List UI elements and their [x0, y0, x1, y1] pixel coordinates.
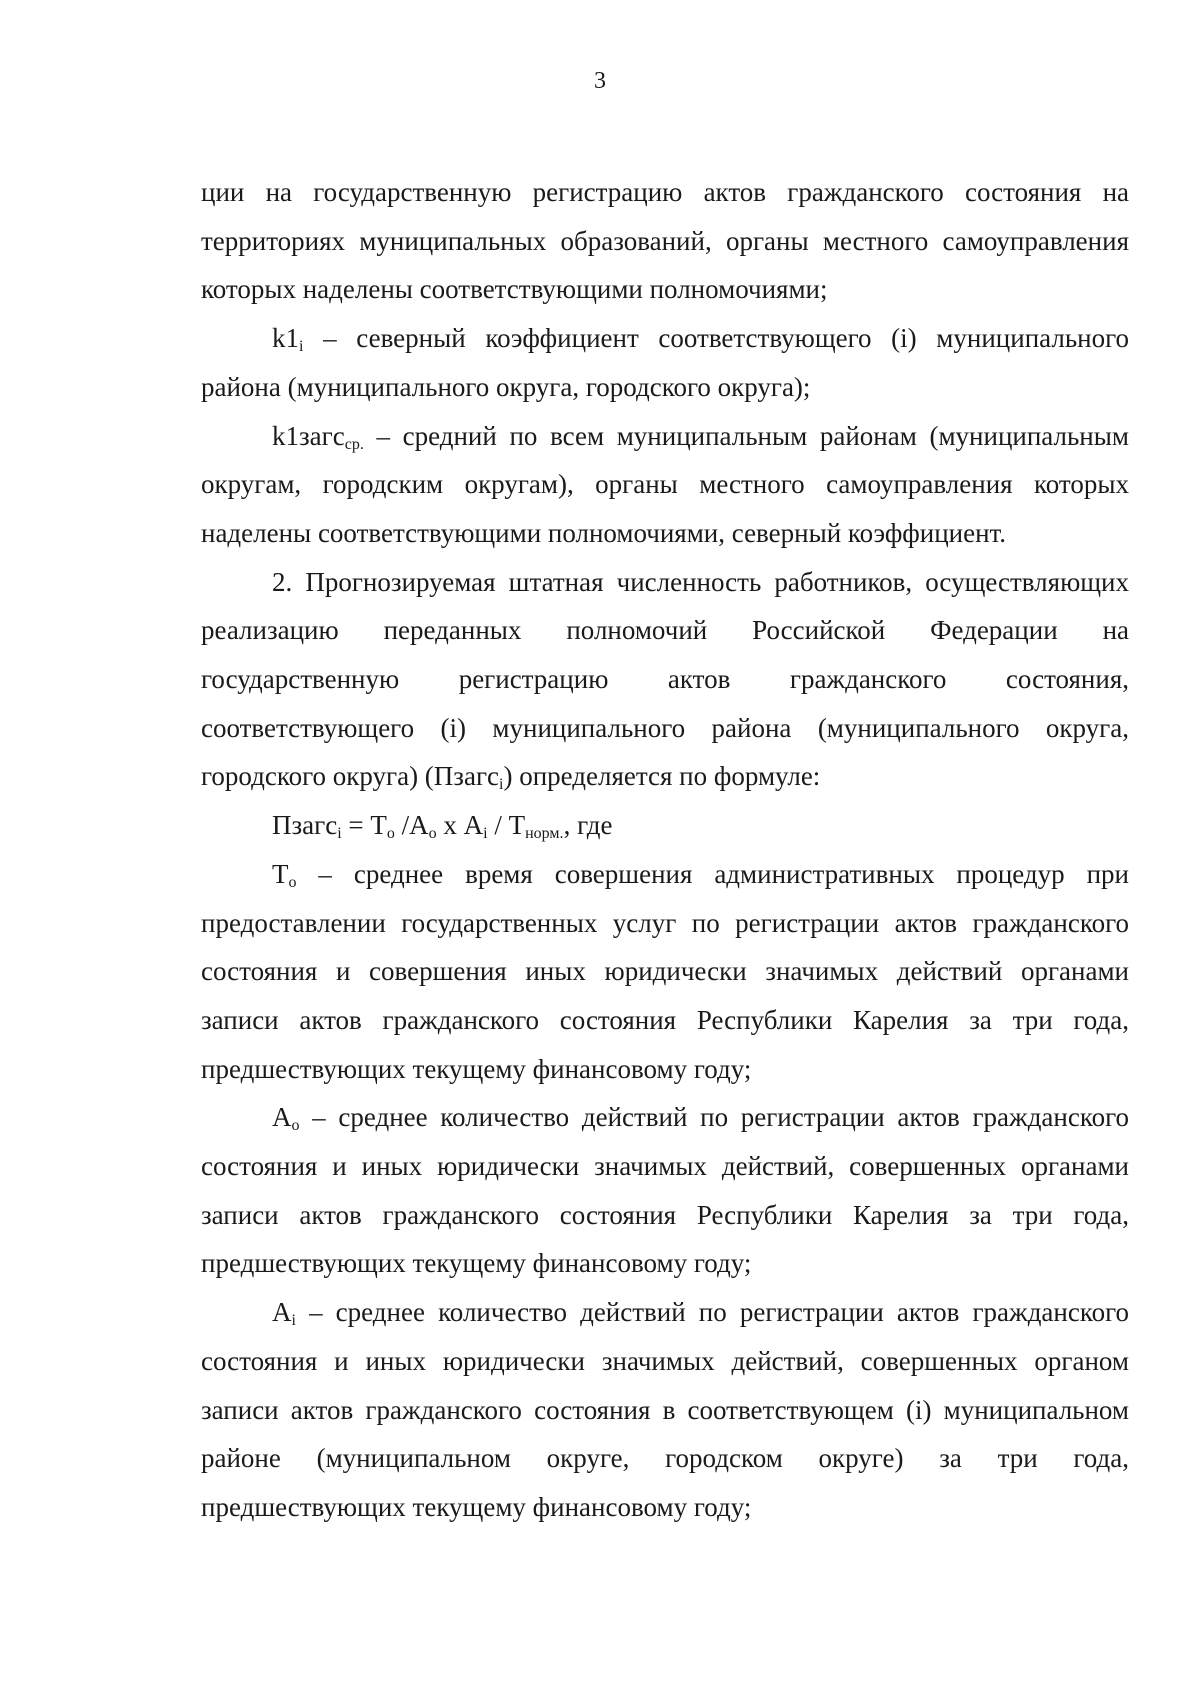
definition-text: – среднее время совершения административных процедур при предоставлении государственных услуг по регистрации актов гражданского состояния и совершения иных юридически значимых действий органами записи актов гражданского состояния Республики Карелия за три года, предшествующих текущему финансовому году; — [201, 858, 1129, 1084]
formula-subscript: i — [337, 825, 342, 843]
definition-text: – средний по всем муниципальным районам (муниципальным округам, городским округам), органы местного самоуправления которых наделены соответствующими полномочиями, северный коэффициент. — [201, 420, 1129, 548]
symbol-subscript: i — [499, 776, 504, 794]
definition-text: – северный коэффициент соответствующего (i) муниципального района (муниципального округа, городского округа); — [201, 323, 1129, 402]
formula-subscript: о — [386, 825, 395, 843]
definition-text: – среднее количество действий по регистрации актов гражданского состояния и иных юридически значимых действий, совершенных органом записи актов гражданского состояния в соответствующем (i) муниципальном районе (муниципальном округе, городском округе) за три года, предшествующих текущему финансовому году; — [201, 1297, 1129, 1522]
definition-k1zags-avg — [201, 412, 1129, 558]
symbol-subscript: i — [291, 1312, 296, 1330]
formula-part: / Т — [487, 810, 526, 841]
document-body — [201, 168, 1129, 1532]
definition-to — [201, 850, 1129, 1094]
definition-k1i — [201, 314, 1129, 411]
formula-part: Пзагс — [272, 810, 338, 841]
formula-part: = Т — [341, 810, 387, 841]
definition-text: – среднее количество действий по регистрации актов гражданского состояния и иных юридически значимых действий, совершенных органами записи актов гражданского состояния Республики Карелия за три года, предшествующих текущему финансовому году; — [201, 1102, 1129, 1279]
formula-subscript: норм. — [525, 825, 564, 843]
symbol-subscript: ср. — [344, 435, 364, 453]
paragraph-text: 2. Прогнозируемая штатная численность работников, осуществляющих реализацию переданных полномочий Российской Федерации на государственную регистрацию актов гражданского состояния, соответствующего (i) муниципального района (муниципального округа, городского округа) (Пзагс — [201, 566, 1129, 792]
formula-subscript: о — [428, 825, 437, 843]
formula — [201, 801, 1129, 850]
symbol: k1загс — [272, 420, 345, 451]
definition-ai — [201, 1288, 1129, 1532]
symbol-subscript: о — [288, 873, 297, 891]
symbol-subscript: i — [299, 338, 304, 356]
page-number: 3 — [594, 68, 606, 94]
symbol: А — [272, 1297, 292, 1328]
formula-part: , где — [563, 810, 613, 841]
formula-subscript: i — [483, 825, 488, 843]
definition-ao — [201, 1093, 1129, 1288]
symbol-subscript: о — [291, 1117, 300, 1135]
paragraph-continuation: ции на государственную регистрацию актов гражданского состояния на территориях муниципальных образований, органы местного самоуправления которых наделены соответствующими полномочиями; — [201, 177, 1129, 305]
formula-part: х А — [436, 810, 484, 841]
symbol: А — [272, 1102, 292, 1133]
formula-part: /А — [394, 810, 429, 841]
symbol: k1 — [272, 323, 299, 354]
symbol: Т — [272, 858, 289, 889]
section-2-paragraph — [201, 558, 1129, 802]
paragraph-text-end: ) определяется по формуле: — [503, 761, 821, 792]
